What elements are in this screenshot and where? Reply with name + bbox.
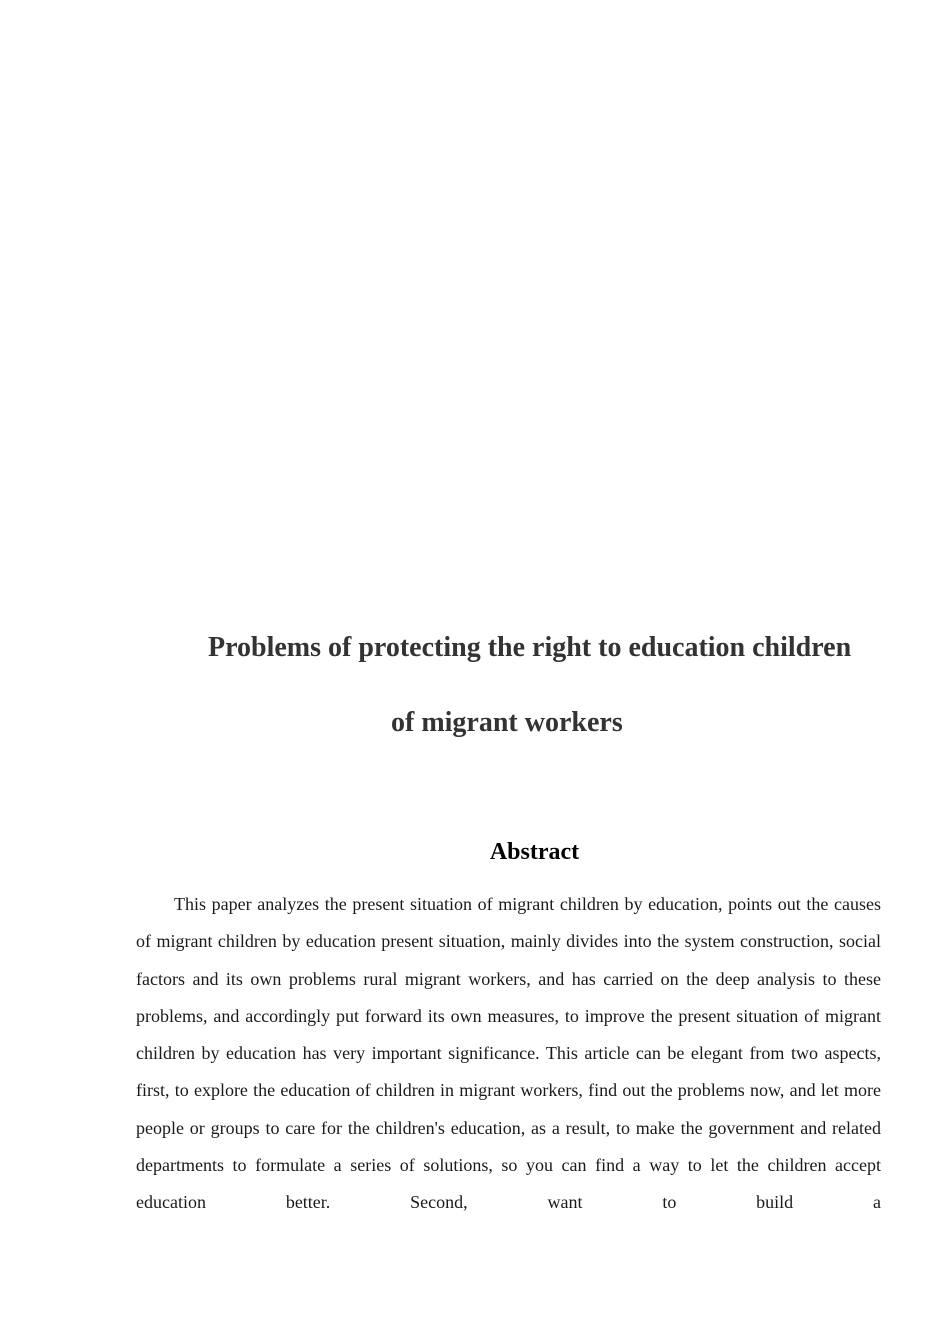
- document-title-line-1: Problems of protecting the right to education children: [208, 632, 852, 663]
- document-title-line-2: of migrant workers: [391, 707, 623, 738]
- abstract-heading: Abstract: [489, 839, 580, 865]
- abstract-body: This paper analyzes the present situation of migrant children by education, points out the causes of migrant children by education present situation, mainly divides into the system construction, social factors and its own problems rural migrant workers, and has carried on the deep analysis to these problems, and accordingly put forward its own measures, to improve the present situation of migrant children by education has very important significance. This article can be elegant from two aspects, first, to explore the education of children in migrant workers, find out the problems now, and let more people or groups to care for the children's education, as a result, to make the government and related departments to formulate a series of solutions, so you can find a way to let the children accept education better. Second, want to build a: [136, 894, 881, 1213]
